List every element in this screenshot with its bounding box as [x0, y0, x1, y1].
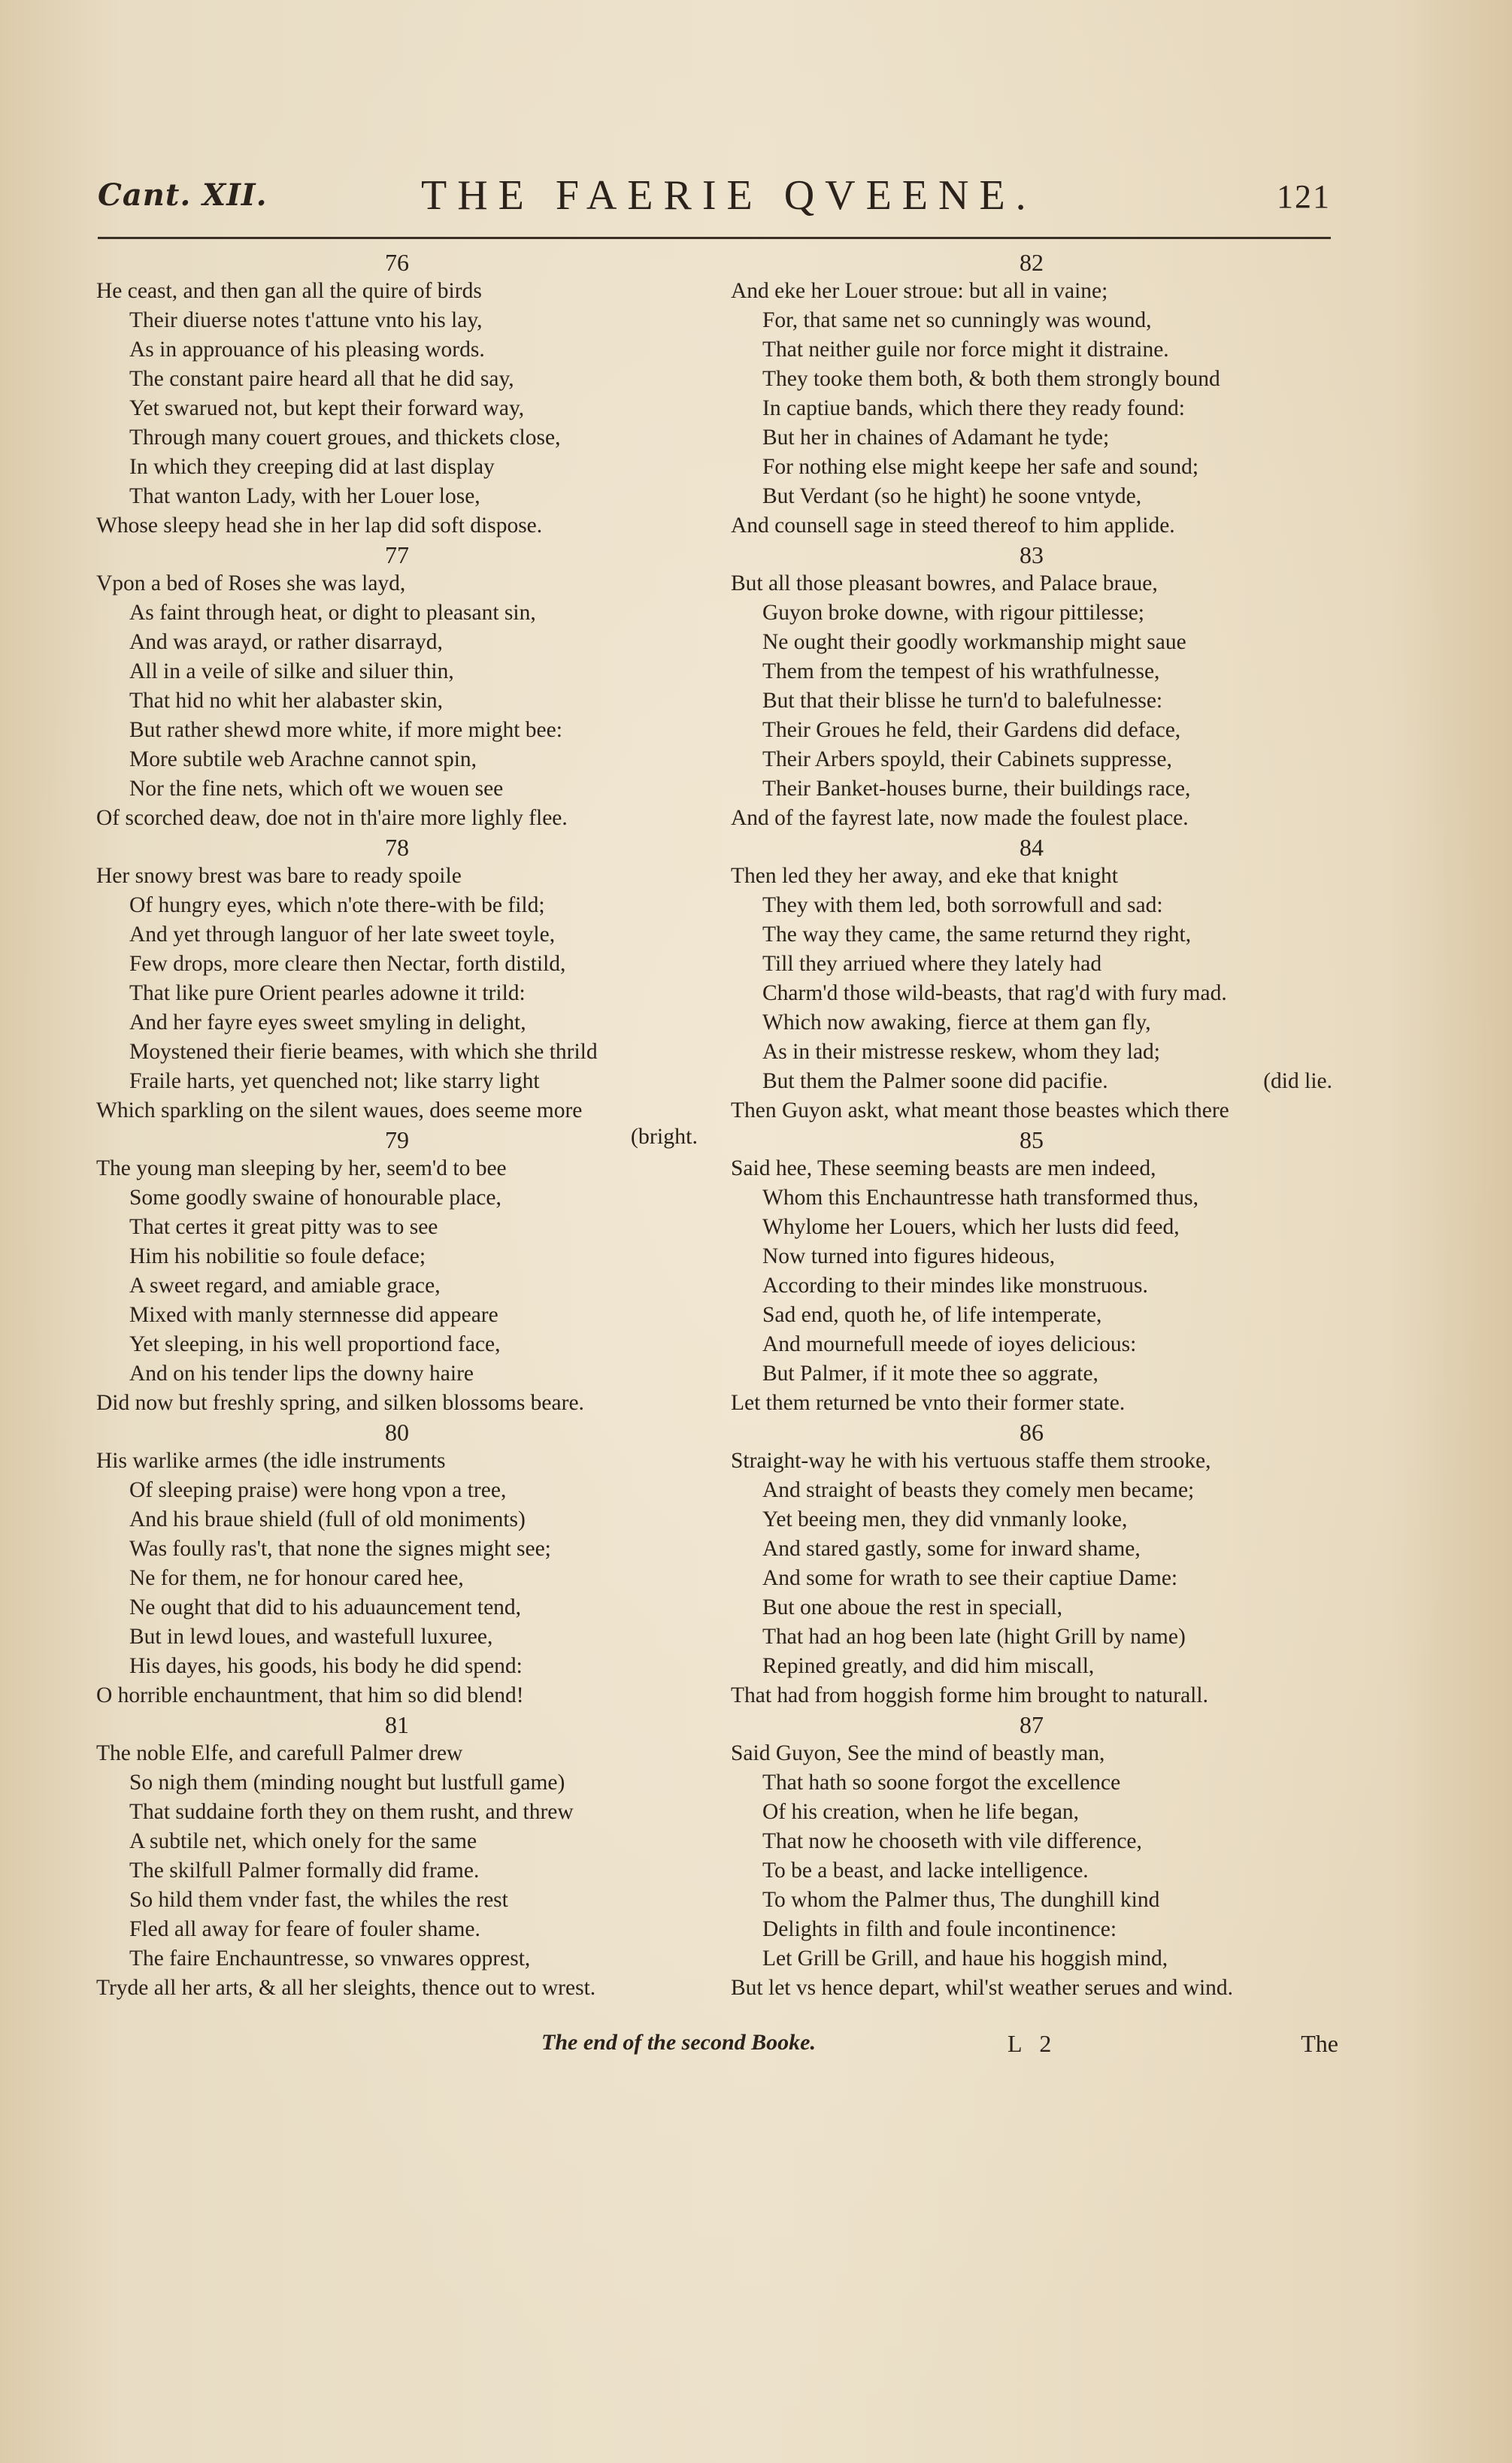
verse-line: [96, 453, 698, 482]
verse-line: [731, 306, 1332, 335]
verse-text: Straight-way he with his vertuous staffe them strooke,: [731, 1449, 1211, 1473]
verse-text: And was arayd, or rather disarrayd,: [129, 630, 443, 654]
verse-line: [731, 686, 1332, 716]
stanza-number: 81: [385, 1711, 409, 1738]
stanza: [731, 1418, 1332, 1710]
stanza: [731, 248, 1332, 541]
stanza: [731, 1125, 1332, 1418]
stanza-number: 86: [1020, 1419, 1044, 1446]
verse-line: [96, 891, 698, 920]
verse-line: [731, 1534, 1332, 1564]
verse-text: Moystened their fierie beames, with which she thrild: [129, 1040, 598, 1064]
verse-text: Nor the fine nets, which oft we wouen see: [129, 777, 504, 801]
verse-text: The constant paire heard all that he did say,: [129, 367, 514, 391]
verse-line: [96, 804, 698, 833]
verse-text: But in lewd loues, and wastefull luxuree,: [129, 1625, 493, 1649]
verse-text: But rather shewd more white, if more might bee:: [129, 718, 562, 742]
verse-line: [96, 745, 698, 774]
verse-text: And some for wrath to see their captiue Dame:: [762, 1566, 1178, 1590]
verse-line: [96, 920, 698, 950]
verse-line: [96, 774, 698, 804]
verse-line: [96, 862, 698, 891]
verse-line: [731, 1008, 1332, 1038]
verse-line: [96, 1652, 698, 1681]
stanza-number: 76: [385, 249, 409, 276]
verse-text: Yet beeing men, they did vnmanly looke,: [762, 1507, 1128, 1531]
verse-line: [731, 1798, 1332, 1827]
verse-line: [731, 277, 1332, 306]
verse-text: Said Guyon, See the mind of beastly man,: [731, 1741, 1105, 1765]
verse-text: Whylome her Louers, which her lusts did feed,: [762, 1215, 1180, 1239]
verse-line: [96, 1798, 698, 1827]
verse-text: O horrible enchauntment, that him so did blend!: [96, 1683, 524, 1707]
verse-line: [731, 1564, 1332, 1593]
verse-line: [731, 1242, 1332, 1271]
verse-text: Now turned into figures hideous,: [762, 1244, 1056, 1268]
verse-text: Through many couert groues, and thickets close,: [129, 426, 561, 450]
verse-text: Yet sleeping, in his well proportiond face,: [129, 1332, 501, 1356]
verse-text: Guyon broke downe, with rigour pittilesse;: [762, 601, 1144, 625]
verse-text: And yet through languor of her late sweet toyle,: [129, 922, 556, 947]
verse-text: He ceast, and then gan all the quire of birds: [96, 279, 482, 303]
page-footer: [541, 2030, 1338, 2063]
verse-text: Fled all away for feare of fouler shame.: [129, 1917, 480, 1941]
verse-text: Ne for them, ne for honour cared hee,: [129, 1566, 464, 1590]
verse-text: But let vs hence depart, whil'st weather serues and wind.: [731, 1976, 1234, 2000]
verse-line: [96, 598, 698, 628]
verse-text: Them from the tempest of his wrathfulnesse,: [762, 659, 1160, 683]
verse-line: [96, 423, 698, 453]
verse-line: [96, 1330, 698, 1359]
verse-text: Of scorched deaw, doe not in th'aire more lighly flee.: [96, 806, 568, 830]
verse-text: That had an hog been late (hight Grill by name): [762, 1625, 1186, 1649]
verse-line: [731, 1622, 1332, 1652]
verse-line: [96, 686, 698, 716]
verse-line: [96, 1038, 698, 1067]
verse-text: Yet swarued not, but kept their forward way,: [129, 396, 525, 420]
verse-text: Tryde all her arts, & all her sleights, thence out to wrest.: [96, 1976, 596, 2000]
verse-line: [96, 365, 698, 394]
verse-text: His dayes, his goods, his body he did spend:: [129, 1654, 523, 1678]
verse-line: [96, 1886, 698, 1915]
verse-text: In captiue bands, which there they ready found:: [762, 396, 1185, 420]
verse-line: [96, 511, 698, 541]
verse-line: [731, 1886, 1332, 1915]
verse-text: According to their mindes like monstruous.: [762, 1274, 1148, 1298]
verse-line: [731, 920, 1332, 950]
verse-line: [731, 1768, 1332, 1798]
page-number: 121: [1277, 178, 1331, 215]
verse-text: Of sleeping praise) were hong vpon a tree,: [129, 1478, 507, 1502]
verse-line: [731, 365, 1332, 394]
verse-line: [96, 1389, 698, 1418]
verse-text: Their Groues he feld, their Gardens did deface,: [762, 718, 1181, 742]
verse-text: Of hungry eyes, which n'ote there-with be fild;: [129, 893, 545, 917]
verse-text: But them the Palmer soone did pacifie.: [762, 1069, 1108, 1093]
verse-line: [96, 1008, 698, 1038]
verse-text: Let them returned be vnto their former state.: [731, 1391, 1126, 1415]
verse-line: [731, 1915, 1332, 1944]
turnover-text: (did lie.: [1263, 1069, 1332, 1093]
verse-line: [731, 1593, 1332, 1622]
verse-line: [731, 716, 1332, 745]
verse-line: [96, 1768, 698, 1798]
verse-text: That suddaine forth they on them rusht, and threw: [129, 1800, 574, 1824]
verse-line: [731, 657, 1332, 686]
verse-text: Was foully ras't, that none the signes might see;: [129, 1537, 551, 1561]
verse-text: A sweet regard, and amiable grace,: [129, 1274, 441, 1298]
verse-line: [96, 1856, 698, 1886]
verse-text: Sad end, quoth he, of life intemperate,: [762, 1303, 1102, 1327]
verse-line: [731, 511, 1332, 541]
right-column: [731, 248, 1332, 2003]
verse-text: That neither guile nor force might it distraine.: [762, 338, 1169, 362]
verse-text: Her snowy brest was bare to ready spoile: [96, 864, 462, 888]
verse-text: Said hee, These seeming beasts are men indeed,: [731, 1156, 1156, 1180]
verse-text: Whom this Enchauntresse hath transformed thus,: [762, 1186, 1199, 1210]
verse-line: [731, 1038, 1332, 1067]
verse-text: Fraile harts, yet quenched not; like starry light: [129, 1069, 540, 1093]
verse-line: [731, 950, 1332, 979]
stanza-number: 82: [1020, 249, 1044, 276]
verse-line: [96, 277, 698, 306]
verse-text: That hath so soone forgot the excellence: [762, 1771, 1121, 1795]
stanza: [96, 833, 698, 1125]
verse-line: [96, 1067, 698, 1096]
verse-text: And counsell sage in steed thereof to him applide.: [731, 514, 1175, 538]
verse-text: That wanton Lady, with her Louer lose,: [129, 484, 480, 508]
verse-text: To whom the Palmer thus, The dunghill kind: [762, 1888, 1160, 1912]
stanza: [96, 1125, 698, 1418]
verse-line: [731, 862, 1332, 891]
verse-line: [731, 394, 1332, 423]
stanza-number: 87: [1020, 1711, 1044, 1738]
verse-text: And her fayre eyes sweet smyling in delight,: [129, 1010, 526, 1035]
verse-text: Which sparkling on the silent waues, does seeme more: [96, 1098, 583, 1122]
verse-text: Till they arriued where they lately had: [762, 952, 1102, 976]
stanza-number: 77: [385, 541, 409, 568]
verse-text: As faint through heat, or dight to pleasant sin,: [129, 601, 536, 625]
verse-line: [731, 1681, 1332, 1710]
verse-line: [96, 1096, 698, 1125]
verse-line: [731, 1096, 1332, 1125]
running-header: [98, 171, 1331, 224]
verse-text: And his braue shield (full of old moniments): [129, 1507, 526, 1531]
verse-text: A subtile net, which onely for the same: [129, 1829, 477, 1853]
verse-line: [96, 1681, 698, 1710]
verse-line: [96, 1827, 698, 1856]
stanza-number: 84: [1020, 834, 1044, 861]
verse-text: In which they creeping did at last display: [129, 455, 495, 479]
verse-text: The skilfull Palmer formally did frame.: [129, 1859, 480, 1883]
verse-line: [96, 1593, 698, 1622]
verse-text: Their diuerse notes t'attune vnto his lay,: [129, 308, 483, 332]
verse-line: [731, 1183, 1332, 1213]
verse-text: They tooke them both, & both them strongly bound: [762, 367, 1220, 391]
verse-line: [731, 482, 1332, 511]
verse-text: Vpon a bed of Roses she was layd,: [96, 571, 406, 595]
verse-text: Whose sleepy head she in her lap did soft dispose.: [96, 514, 543, 538]
verse-line: [731, 1652, 1332, 1681]
verse-text: That now he chooseth with vile difference,: [762, 1829, 1142, 1853]
verse-line: [731, 423, 1332, 453]
verse-line: [96, 1944, 698, 1974]
verse-text: The young man sleeping by her, seem'd to bee: [96, 1156, 507, 1180]
stanza: [96, 248, 698, 541]
stanza-number: 80: [385, 1419, 409, 1446]
verse-line: [731, 453, 1332, 482]
stanza-number: 85: [1020, 1126, 1044, 1153]
verse-text: More subtile web Arachne cannot spin,: [129, 747, 477, 771]
verse-line: [731, 1739, 1332, 1768]
verse-text: They with them led, both sorrowfull and sad:: [762, 893, 1163, 917]
verse-line: [731, 1154, 1332, 1183]
verse-text: Few drops, more cleare then Nectar, forth distild,: [129, 952, 566, 976]
verse-line: [731, 891, 1332, 920]
verse-text: For, that same net so cunningly was wound,: [762, 308, 1152, 332]
verse-text: Then led they her away, and eke that knight: [731, 864, 1118, 888]
verse-line: [96, 335, 698, 365]
verse-line: [96, 1447, 698, 1476]
verse-line: [731, 979, 1332, 1008]
verse-text: So hild them vnder fast, the whiles the rest: [129, 1888, 508, 1912]
verse-line: [731, 1476, 1332, 1505]
verse-text: Then Guyon askt, what meant those beastes which there: [731, 1098, 1229, 1122]
verse-line: [96, 1271, 698, 1301]
verse-text: But that their blisse he turn'd to balefulnesse:: [762, 689, 1163, 713]
verse-text: The faire Enchauntresse, so vnwares opprest,: [129, 1946, 531, 1971]
verse-line: [96, 1534, 698, 1564]
verse-text: Let Grill be Grill, and haue his hoggish mind,: [762, 1946, 1168, 1971]
verse-line: [96, 1359, 698, 1389]
verse-text: But her in chaines of Adamant he tyde;: [762, 426, 1110, 450]
stanza: [96, 1418, 698, 1710]
verse-line: [96, 1974, 698, 2003]
verse-text: That like pure Orient pearles adowne it trild:: [129, 981, 526, 1005]
verse-line: [731, 1330, 1332, 1359]
verse-text: Ne ought that did to his aduauncement tend,: [129, 1595, 522, 1619]
verse-line: [731, 1944, 1332, 1974]
verse-text: And on his tender lips the downy haire: [129, 1362, 474, 1386]
verse-line: [731, 1213, 1332, 1242]
verse-text: And straight of beasts they comely men became;: [762, 1478, 1195, 1502]
verse-text: The noble Elfe, and carefull Palmer drew: [96, 1741, 463, 1765]
stanza: [731, 541, 1332, 833]
verse-line: [96, 979, 698, 1008]
verse-text: Their Banket-houses burne, their buildings race,: [762, 777, 1191, 801]
verse-line: [731, 628, 1332, 657]
verse-text: Some goodly swaine of honourable place,: [129, 1186, 501, 1210]
verse-text: That had from hoggish forme him brought to naturall.: [731, 1683, 1208, 1707]
verse-text: That certes it great pitty was to see: [129, 1215, 438, 1239]
verse-text: Repined greatly, and did him miscall,: [762, 1654, 1095, 1678]
verse-text: Mixed with manly sternnesse did appeare: [129, 1303, 498, 1327]
verse-line: [731, 1505, 1332, 1534]
verse-text: Of his creation, when he life began,: [762, 1800, 1080, 1824]
verse-text: And mournefull meede of ioyes delicious:: [762, 1332, 1137, 1356]
verse-line: [731, 598, 1332, 628]
verse-line: [731, 1856, 1332, 1886]
book-title: THE FAERIE QVEENE.: [421, 172, 1037, 219]
verse-line: [96, 950, 698, 979]
verse-line: [96, 628, 698, 657]
verse-line: [731, 1447, 1332, 1476]
verse-line: [96, 657, 698, 686]
verse-text: And stared gastly, some for inward shame,: [762, 1537, 1141, 1561]
verse-line: [96, 1564, 698, 1593]
verse-line: [96, 1622, 698, 1652]
verse-line: [96, 306, 698, 335]
verse-text: But all those pleasant bowres, and Palace braue,: [731, 571, 1158, 595]
verse-text: But Palmer, if it mote thee so aggrate,: [762, 1362, 1098, 1386]
stanza-number: 83: [1020, 541, 1044, 568]
catchword: The: [1301, 2030, 1338, 2057]
verse-text: As in their mistresse reskew, whom they lad;: [762, 1040, 1160, 1064]
verse-text: And eke her Louer stroue: but all in vaine;: [731, 279, 1108, 303]
verse-text: Their Arbers spoyld, their Cabinets suppresse,: [762, 747, 1172, 771]
verse-line: [96, 1213, 698, 1242]
stanza: [96, 1710, 698, 2003]
header-rule: [98, 237, 1331, 239]
verse-text: For nothing else might keepe her safe and sound;: [762, 455, 1199, 479]
verse-text: Delights in filth and foule incontinence:: [762, 1917, 1117, 1941]
verse-text: His warlike armes (the idle instruments: [96, 1449, 446, 1473]
verse-line: [731, 335, 1332, 365]
verse-line: [731, 1271, 1332, 1301]
stanza: [731, 1710, 1332, 2003]
verse-line: [96, 1183, 698, 1213]
verse-line: [731, 1067, 1332, 1096]
verse-text: That hid no whit her alabaster skin,: [129, 689, 443, 713]
verse-line: [96, 1242, 698, 1271]
verse-line: [731, 774, 1332, 804]
canto-label: Cant. XII.: [98, 177, 268, 213]
verse-text: As in approuance of his pleasing words.: [129, 338, 485, 362]
verse-text: But one aboue the rest in speciall,: [762, 1595, 1062, 1619]
verse-line: [96, 716, 698, 745]
verse-line: [96, 569, 698, 598]
verse-line: [731, 1389, 1332, 1418]
verse-line: [731, 569, 1332, 598]
verse-text: Ne ought their goodly workmanship might saue: [762, 630, 1186, 654]
signature-mark: L 2: [1007, 2030, 1058, 2057]
verse-text: The way they came, the same returnd they right,: [762, 922, 1192, 947]
verse-text: So nigh them (minding nought but lustfull game): [129, 1771, 565, 1795]
verse-text: But Verdant (so he hight) he soone vntyde,: [762, 484, 1142, 508]
verse-line: [96, 1915, 698, 1944]
stanza-number: 79: [385, 1126, 409, 1153]
verse-line: [731, 1359, 1332, 1389]
verse-text: To be a beast, and lacke intelligence.: [762, 1859, 1089, 1883]
verse-line: [731, 1827, 1332, 1856]
verse-line: [96, 1301, 698, 1330]
verse-line: [96, 1154, 698, 1183]
verse-text: All in a veile of silke and siluer thin,: [129, 659, 454, 683]
verse-text: Which now awaking, fierce at them gan fly,: [762, 1010, 1151, 1035]
verse-line: [96, 1739, 698, 1768]
verse-line: [731, 1974, 1332, 2003]
verse-line: [96, 482, 698, 511]
verse-line: [96, 394, 698, 423]
stanza-number: 78: [385, 834, 409, 861]
verse-line: [96, 1505, 698, 1534]
verse-line: [731, 745, 1332, 774]
verse-text: Did now but freshly spring, and silken blossoms beare.: [96, 1391, 584, 1415]
book-end-note: The end of the second Booke.: [541, 2030, 816, 2055]
verse-text: Him his nobilitie so foule deface;: [129, 1244, 426, 1268]
verse-line: [96, 1476, 698, 1505]
stanza: [731, 833, 1332, 1125]
verse-text: Charm'd those wild-beasts, that rag'd with fury mad.: [762, 981, 1227, 1005]
stanza: [96, 541, 698, 833]
verse-text: And of the fayrest late, now made the foulest place.: [731, 806, 1189, 830]
turnover-text: (bright.: [630, 1124, 698, 1149]
verse-line: [731, 804, 1332, 833]
left-column: [96, 248, 698, 2003]
verse-line: [731, 1301, 1332, 1330]
